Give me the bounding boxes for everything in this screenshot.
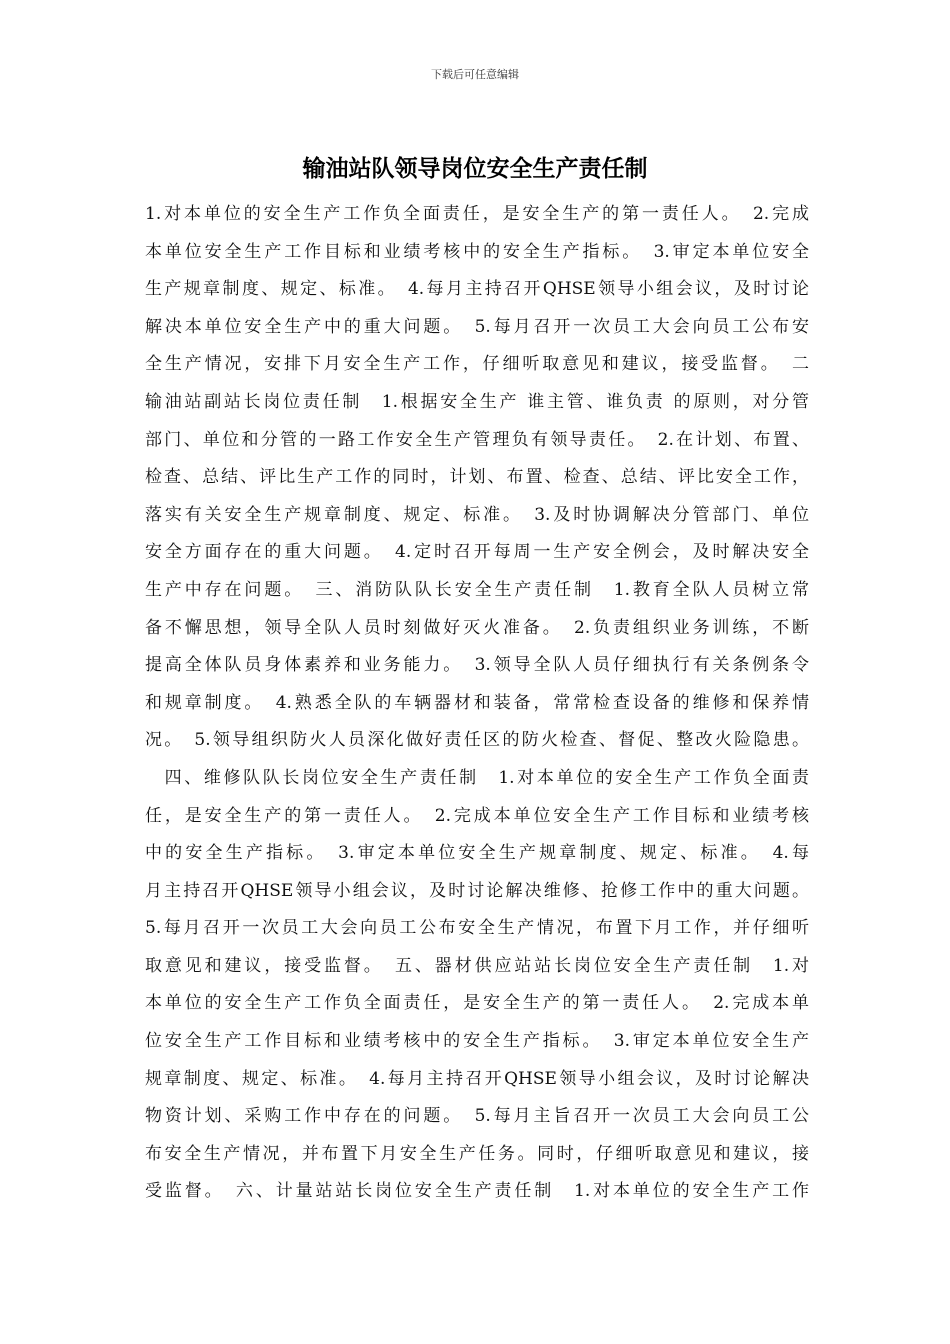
body-line: 本单位安全生产工作目标和业绩考核中的安全生产指标。 3.审定本单位安全	[145, 241, 809, 262]
body-line: 部门、单位和分管的一路工作安全生产管理负有领导责任。 2.在计划、布置、	[145, 429, 809, 450]
body-line: 5.每月召开一次员工大会向员工公布安全生产情况，布置下月工作，并仔细听	[145, 918, 809, 939]
body-line: 四、维修队队长岗位安全生产责任制 1.对本单位的安全生产工作负全面责	[145, 767, 809, 788]
body-line: 受监督。 六、计量站站长岗位安全生产责任制 1.对本单位的安全生产工作	[145, 1181, 809, 1202]
body-line: 规章制度、规定、标准。 4.每月主持召开QHSE领导小组会议，及时讨论解决	[145, 1068, 809, 1089]
body-line: 物资计划、采购工作中存在的问题。 5.每月主旨召开一次员工大会向员工公	[145, 1106, 809, 1127]
body-line: 落实有关安全生产规章制度、规定、标准。 3.及时协调解决分管部门、单位	[145, 504, 809, 525]
body-line: 本单位的安全生产工作负全面责任，是安全生产的第一责任人。 2.完成本单	[145, 993, 809, 1014]
body-line: 输油站副站长岗位责任制 1.根据安全生产 谁主管、谁负责 的原则，对分管	[145, 391, 809, 412]
body-line: 中的安全生产指标。 3.审定本单位安全生产规章制度、规定、标准。 4.每	[145, 843, 809, 864]
body-line: 况。 5.领导组织防火人员深化做好责任区的防火检查、督促、整改火险隐患。	[145, 730, 809, 751]
body-line: 备不懈思想，领导全队人员时刻做好灭火准备。 2.负责组织业务训练，不断	[145, 617, 809, 638]
body-line: 月主持召开QHSE领导小组会议，及时讨论解决维修、抢修工作中的重大问题。	[145, 880, 809, 901]
body-line: 解决本单位安全生产中的重大问题。 5.每月召开一次员工大会向员工公布安	[145, 316, 809, 337]
body-line: 全生产情况，安排下月安全生产工作，仔细听取意见和建议，接受监督。 二	[145, 354, 809, 375]
body-line: 安全方面存在的重大问题。 4.定时召开每周一生产安全例会，及时解决安全	[145, 542, 809, 563]
document-title: 输油站队领导岗位安全生产责任制	[302, 156, 648, 182]
body-line: 布安全生产情况，并布置下月安全生产任务。同时，仔细听取意见和建议，接	[145, 1143, 809, 1164]
header-note: 下载后可任意编辑	[431, 68, 519, 81]
body-line: 和规章制度。 4.熟悉全队的车辆器材和装备，常常检查设备的维修和保养情	[145, 692, 809, 713]
body-line: 取意见和建议，接受监督。 五、器材供应站站长岗位安全生产责任制 1.对	[145, 955, 809, 976]
body-line: 位安全生产工作目标和业绩考核中的安全生产指标。 3.审定本单位安全生产	[145, 1031, 809, 1052]
document-body	[145, 196, 809, 1211]
body-line: 生产中存在问题。 三、消防队队长安全生产责任制 1.教育全队人员树立常	[145, 579, 809, 600]
body-line: 任，是安全生产的第一责任人。 2.完成本单位安全生产工作目标和业绩考核	[145, 805, 809, 826]
body-line: 提高全体队员身体素养和业务能力。 3.领导全队人员仔细执行有关条例条令	[145, 655, 809, 676]
body-line: 检查、总结、评比生产工作的同时，计划、布置、检查、总结、评比安全工作，	[145, 467, 809, 488]
body-line: 1.对本单位的安全生产工作负全面责任，是安全生产的第一责任人。 2.完成	[145, 204, 809, 224]
body-line: 生产规章制度、规定、标准。 4.每月主持召开QHSE领导小组会议，及时讨论	[145, 279, 809, 300]
